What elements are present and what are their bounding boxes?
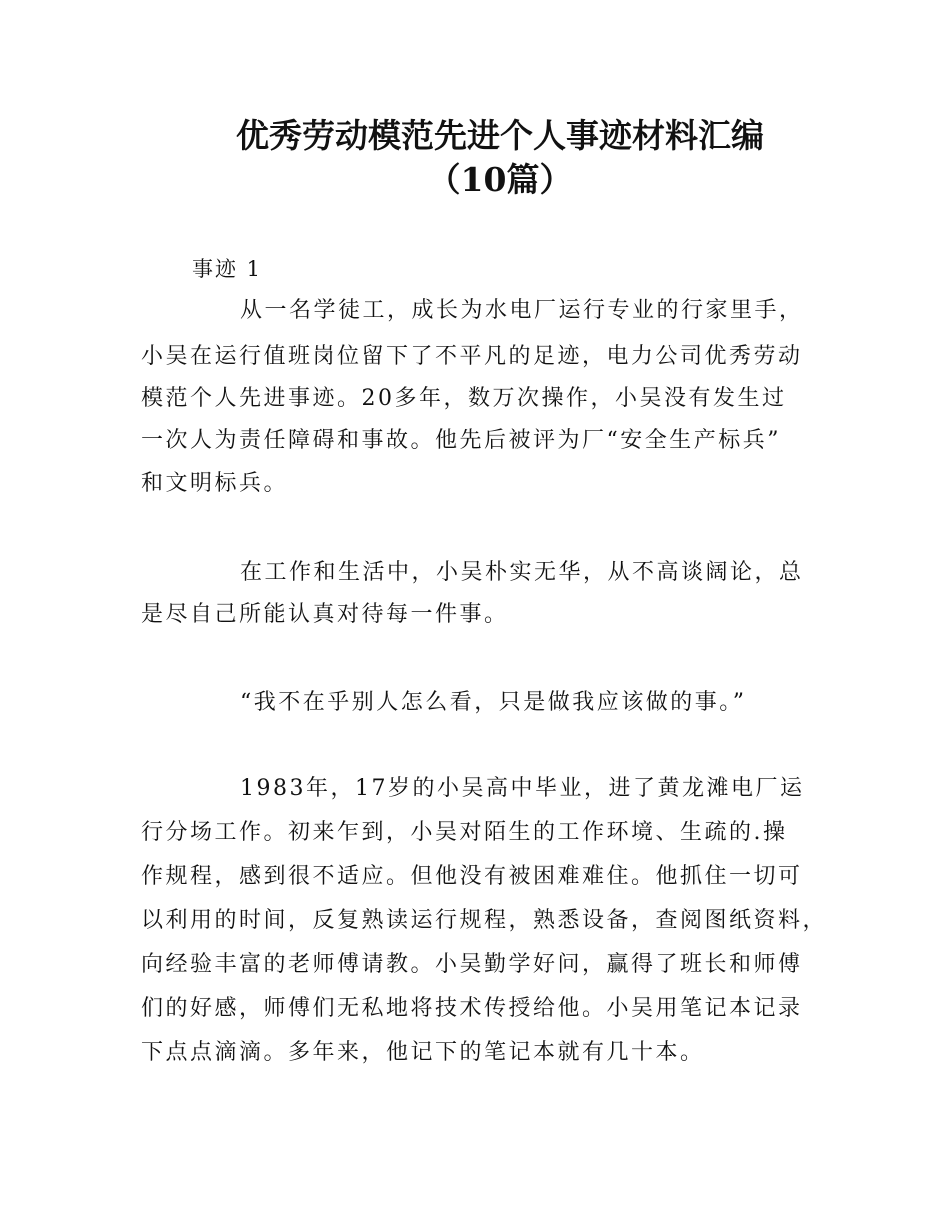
paragraph-line: 以利用的时间，反复熟读运行规程，熟悉设备，查阅图纸资料， bbox=[141, 908, 828, 933]
section-label: 事迹 1 bbox=[192, 257, 263, 281]
quote-line: “我不在乎别人怎么看，只是做我应该做的事。” bbox=[240, 690, 747, 715]
paragraph-line: 1983年，17岁的小吴高中毕业，进了黄龙滩电厂运 bbox=[240, 776, 805, 801]
paragraph-line: 向经验丰富的老师傅请教。小吴勤学好问，赢得了班长和师傅 bbox=[141, 952, 803, 977]
paragraph-line: 从一名学徒工，成长为水电厂运行专业的行家里手， bbox=[240, 298, 804, 323]
paragraph-line: 模范个人先进事迹。20多年，数万次操作，小吴没有发生过 bbox=[141, 386, 787, 411]
paragraph-line: 在工作和生活中，小吴朴实无华，从不高谈阔论，总 bbox=[240, 560, 804, 585]
paragraph-line: 一次人为责任障碍和事故。他先后被评为厂“安全生产标兵” bbox=[141, 428, 781, 453]
paragraph-line: 作规程，感到很不适应。但他没有被困难难住。他抓住一切可 bbox=[141, 864, 803, 889]
paragraph-line: 们的好感，师傅们无私地将技术传授给他。小吴用笔记本记录 bbox=[141, 996, 803, 1021]
paragraph-line: 是尽自己所能认真对待每一件事。 bbox=[141, 602, 509, 627]
paragraph-line: 小吴在运行值班岗位留下了不平凡的足迹，电力公司优秀劳动 bbox=[141, 344, 803, 369]
paragraph-line: 行分场工作。初来乍到，小吴对陌生的工作环境、生疏的.操 bbox=[141, 820, 788, 845]
paragraph-line: 和文明标兵。 bbox=[141, 471, 289, 496]
paragraph-line: 下点点滴滴。多年来，他记下的笔记本就有几十本。 bbox=[141, 1040, 705, 1065]
document-title-subtitle: （10篇） bbox=[427, 160, 573, 199]
document-title: 优秀劳动模范先进个人事迹材料汇编 bbox=[236, 116, 764, 155]
